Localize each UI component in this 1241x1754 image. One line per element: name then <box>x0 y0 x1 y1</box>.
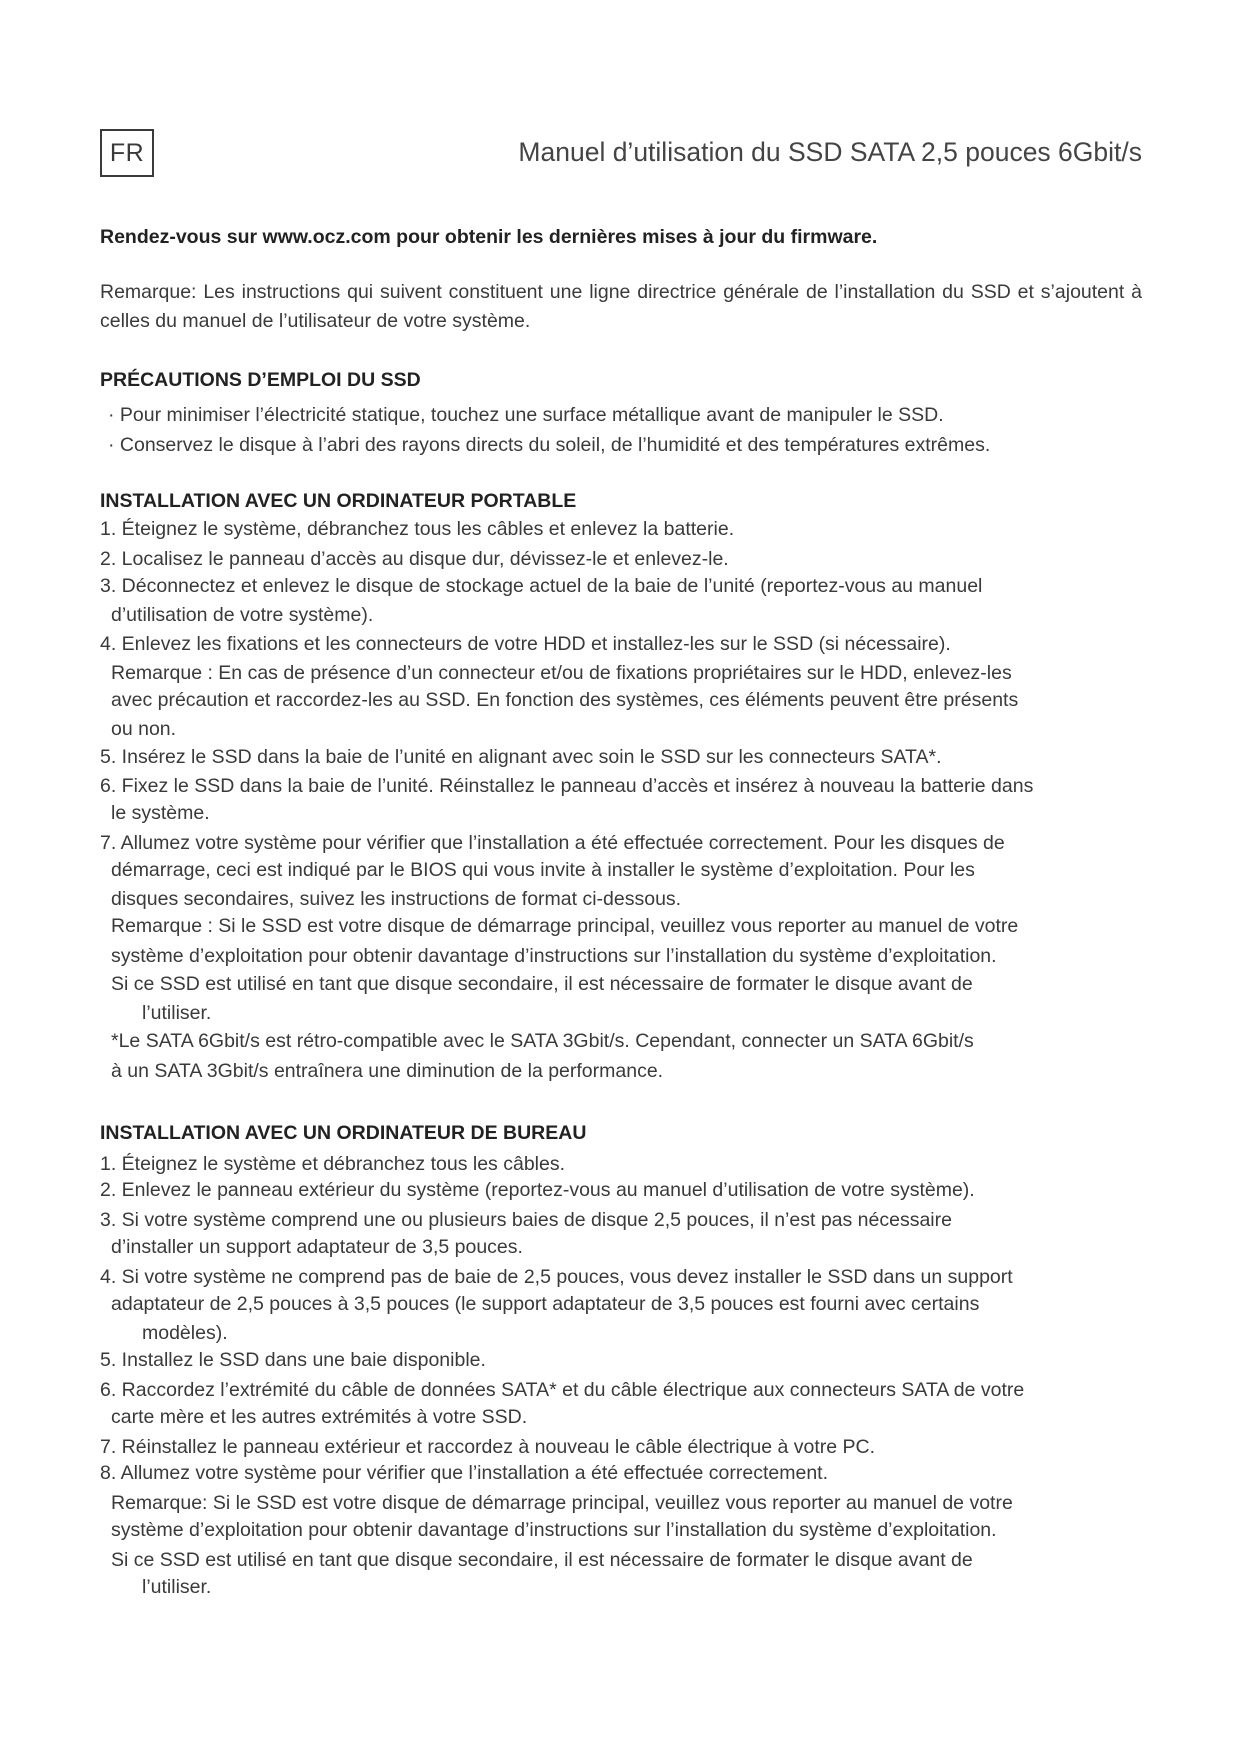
step-line: 2. Enlevez le panneau extérieur du système (reportez-vous au manuel d’utilisation de votre système). <box>100 1179 975 1201</box>
language-badge: FR <box>100 129 154 177</box>
step-line: le système. <box>111 802 210 824</box>
step-note-line: l’utiliser. <box>142 1576 212 1598</box>
step-line: d’utilisation de votre système). <box>111 604 374 626</box>
step-line: d’installer un support adaptateur de 3,5 pouces. <box>111 1236 523 1258</box>
step-line: 6. Raccordez l’extrémité du câble de données SATA* et du câble électrique aux connecteurs SATA de votre <box>100 1379 1025 1401</box>
step-note-line: Remarque : En cas de présence d’un connecteur et/ou de fixations propriétaires sur le HDD, enlevez-les <box>111 662 1012 684</box>
step-line: disques secondaires, suivez les instructions de format ci-dessous. <box>111 888 682 910</box>
step-note-line: Remarque : Si le SSD est votre disque de démarrage principal, veuillez vous reporter au manuel de votre <box>111 915 1019 937</box>
step-line: carte mère et les autres extrémités à votre SSD. <box>111 1406 528 1428</box>
step-note-line: Remarque: Si le SSD est votre disque de démarrage principal, veuillez vous reporter au manuel de votre <box>111 1492 1013 1514</box>
step-line: 5. Installez le SSD dans une baie disponible. <box>100 1349 486 1371</box>
step-line: 2. Localisez le panneau d’accès au disque dur, dévissez-le et enlevez-le. <box>100 548 729 570</box>
step-line: 7. Allumez votre système pour vérifier que l’installation a été effectuée correctement. Pour les disques de <box>100 832 1005 854</box>
step-note-line: système d’exploitation pour obtenir davantage d’instructions sur l’installation du système d’exploitation. <box>111 945 997 967</box>
step-line: adaptateur de 2,5 pouces à 3,5 pouces (le support adaptateur de 3,5 pouces est fourni avec certains <box>111 1293 980 1315</box>
step-line: 8. Allumez votre système pour vérifier que l’installation a été effectuée correctement. <box>100 1462 829 1484</box>
step-line: 5. Insérez le SSD dans la baie de l’unité en alignant avec soin le SSD sur les connecteurs SATA*. <box>100 746 942 768</box>
step-line: 4. Enlevez les fixations et les connecteurs de votre HDD et installez-les sur le SSD (si nécessaire). <box>100 633 951 655</box>
step-note-line: Si ce SSD est utilisé en tant que disque secondaire, il est nécessaire de formater le disque avant de <box>111 973 973 995</box>
list-item: · Pour minimiser l’électricité statique, touchez une surface métallique avant de manipuler le SSD. <box>108 404 944 426</box>
step-line: 3. Déconnectez et enlevez le disque de stockage actuel de la baie de l’unité (reportez-vous au manuel <box>100 575 983 597</box>
firmware-notice: Rendez-vous sur www.ocz.com pour obtenir les dernières mises à jour du firmware. <box>100 226 878 248</box>
footnote-line: *Le SATA 6Gbit/s est rétro-compatible avec le SATA 3Gbit/s. Cependant, connecter un SATA 6Gbit/s <box>111 1030 974 1052</box>
footnote-line: à un SATA 3Gbit/s entraînera une diminution de la performance. <box>111 1060 664 1082</box>
step-line: 1. Éteignez le système et débranchez tous les câbles. <box>100 1153 566 1175</box>
step-line: 6. Fixez le SSD dans la baie de l’unité. Réinstallez le panneau d’accès et insérez à nouveau la batterie dans <box>100 775 1034 797</box>
step-line: modèles). <box>142 1322 228 1344</box>
step-note-line: système d’exploitation pour obtenir davantage d’instructions sur l’installation du système d’exploitation. <box>111 1519 997 1541</box>
step-line: 3. Si votre système comprend une ou plusieurs baies de disque 2,5 pouces, il n’est pas nécessaire <box>100 1209 952 1231</box>
precautions-list <box>108 401 990 460</box>
precautions-heading: PRÉCAUTIONS D’EMPLOI DU SSD <box>100 369 421 391</box>
laptop-install-heading: INSTALLATION AVEC UN ORDINATEUR PORTABLE <box>100 490 577 512</box>
step-line: démarrage, ceci est indiqué par le BIOS qui vous invite à installer le système d’exploitation. Pour les <box>111 859 975 881</box>
step-line: 4. Si votre système ne comprend pas de baie de 2,5 pouces, vous devez installer le SSD dans un support <box>100 1266 1013 1288</box>
list-item: · Conservez le disque à l’abri des rayons directs du soleil, de l’humidité et des températures extrêmes. <box>108 433 991 456</box>
intro-note: Remarque: Les instructions qui suivent constituent une ligne directrice générale de l’installation du SSD et s’ajoutent à celles du manuel de l’utilisateur de votre système. <box>100 281 1142 332</box>
step-line: 1. Éteignez le système, débranchez tous les câbles et enlevez la batterie. <box>100 518 735 540</box>
document-title: Manuel d’utilisation du SSD SATA 2,5 pouces 6Gbit/s <box>518 137 1142 167</box>
step-note-line: l’utiliser. <box>142 1002 212 1024</box>
step-note-line: avec précaution et raccordez-les au SSD. En fonction des systèmes, ces éléments peuvent être présents <box>111 689 1019 711</box>
desktop-install-heading: INSTALLATION AVEC UN ORDINATEUR DE BUREAU <box>100 1122 587 1144</box>
step-note-line: Si ce SSD est utilisé en tant que disque secondaire, il est nécessaire de formater le disque avant de <box>111 1549 973 1571</box>
step-line: 7. Réinstallez le panneau extérieur et raccordez à nouveau le câble électrique à votre PC. <box>100 1436 876 1458</box>
step-note-line: ou non. <box>111 718 177 740</box>
